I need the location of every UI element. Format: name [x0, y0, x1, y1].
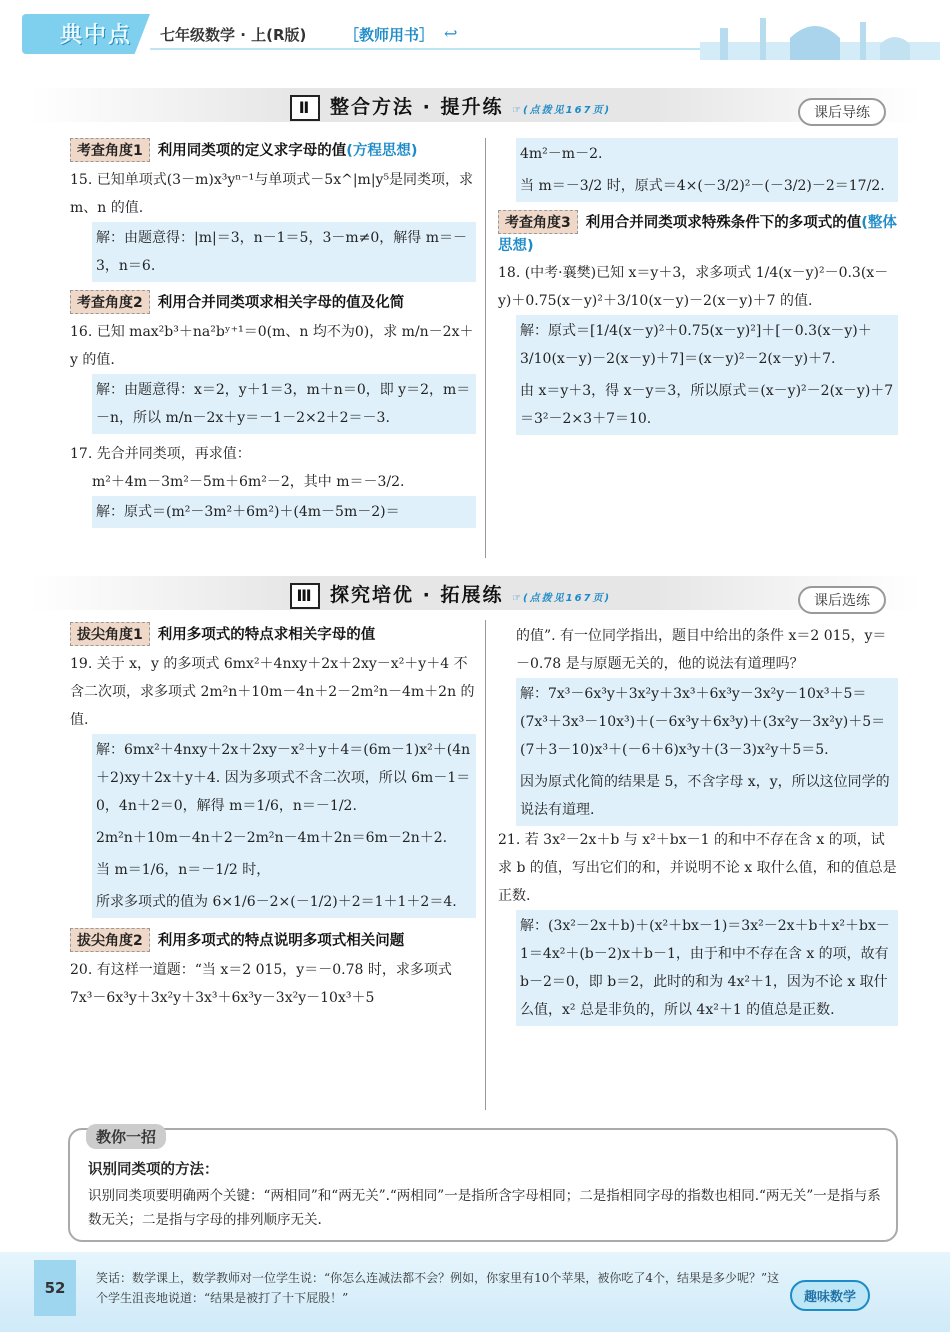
section-2-title: [290, 92, 611, 121]
angle-tag-3: 考查角度3: [498, 210, 578, 234]
answer-19-part-1: 解：6mx²＋4nxy＋2x＋2xy－x²＋y＋4＝(6m－1)x²＋(4n＋2)xy＋2x＋y＋4. 因为多项式不含二次项，所以 6m－1＝0，4n＋2＝0，解得 m＝1/6，n＝－1/2.: [92, 734, 476, 822]
column-divider-2: [485, 620, 486, 1110]
angle-topic-1: 利用同类项的定义求字母的值(方程思想): [157, 143, 418, 159]
question-20-cont: 的值”. 有一位同学指出，题目中给出的条件 x＝2 015，y＝－0.78 是与原题无关的，他的说法有道理吗？: [516, 628, 887, 672]
top-angle-tag-1: 拔尖角度1: [70, 622, 150, 646]
undo-arrow-icon: ↩: [444, 24, 458, 43]
section-3-number: Ⅲ: [290, 583, 320, 609]
section-2-number: Ⅱ: [290, 95, 320, 121]
question-16: 16. 已知 max²b³＋na²bʸ⁺¹＝0(m、n 均不为0)，求 m/n－2x＋y 的值.: [70, 324, 474, 368]
answer-20: 解：7x³－6x³y＋3x²y＋3x³＋6x³y－3x²y－10x³＋5＝(7x³＋3x³－10x³)＋(－6x³y＋6x³y)＋(3x²y－3x²y)＋5＝(7＋3－10)x³＋(－6＋6)x³y＋(3－3)x²y＋5＝5.: [516, 678, 898, 766]
angle-tag-1: 考查角度1: [70, 138, 150, 162]
right-column-s2: [498, 138, 898, 435]
right-column-s3: [498, 622, 898, 1026]
top-angle-tag-2: 拔尖角度2: [70, 928, 150, 952]
question-21: 21. 若 3x²－2x＋b 与 x²＋bx－1 的和中不存在含 x 的项，试求 b 的值，写出它们的和，并说明不论 x 取什么值，和的值总是正数.: [498, 832, 897, 904]
top-angle-topic-2: 利用多项式的特点说明多项式相关问题: [157, 933, 405, 949]
question-17: 17. 先合并同类项，再求值：: [70, 446, 251, 462]
book-tag: ［教师用书］: [344, 26, 435, 44]
answer-19-part-2: 2m²n＋10m－4n＋2－2m²n－4m＋2n＝6m－2n＋2.: [92, 822, 476, 854]
angle-topic-3: 利用合并同类项求特殊条件下的多项式的值(整体思想): [498, 215, 897, 254]
answer-17-start: 解：原式＝(m²－3m²＋6m²)＋(4m－5m－2)＝: [92, 496, 476, 528]
top-angle-topic-1: 利用多项式的特点求相关字母的值: [157, 627, 376, 643]
tip-text: 识别同类项要明确两个关键：“两相同”和“两无关”.“两相同”一是指所含字母相同；二是指相同字母的指数也相同.“两无关”一是指与系数无关；二是指与字母的排列顺序无关.: [88, 1188, 881, 1228]
section-2-ref: ☞(点拨见167页): [512, 105, 612, 116]
book-title: 七年级数学 · 上(R版): [160, 26, 307, 44]
answer-21: 解：(3x²－2x＋b)＋(x²＋bx－1)＝3x²－2x＋b＋x²＋bx－1＝4x²＋(b－2)x＋b－1，由于和中不存在含 x 的项，故有 b－2＝0，即 b＝2，此时的和为 4x²＋1，因为不论 x 取什么值，x² 总是非负的，所以 4x²＋1 的值总是正数.: [516, 910, 898, 1026]
answer-18-part-1: 解：原式＝[1/4(x－y)²＋0.75(x－y)²]＋[－0.3(x－y)＋3/10(x－y)－2(x－y)＋7]＝(x－y)²－2(x－y)＋7.: [516, 315, 898, 375]
fun-math-badge: 趣味数学: [790, 1280, 870, 1311]
page-header: [0, 0, 950, 60]
question-20: 20. 有这样一道题：“当 x＝2 015，y＝－0.78 时，求多项式 7x³－6x³y＋3x²y＋3x³＋6x³y－3x²y－10x³＋5: [70, 962, 452, 1006]
answer-15: 解：由题意得：|m|＝3，n－1＝5，3－m≠0，解得 m＝－3，n＝6.: [92, 222, 476, 282]
left-column-s2: [70, 138, 476, 528]
answer-18-part-2: 由 x＝y＋3，得 x－y＝3，所以原式＝(x－y)²－2(x－y)＋7＝3²－2×3＋7＝10.: [516, 375, 898, 435]
section-2-title-text: 整合方法 · 提升练: [330, 96, 504, 118]
logo: 典中点: [60, 23, 133, 48]
question-18: 18. (中考·襄樊)已知 x＝y＋3，求多项式 1/4(x－y)²－0.3(x－y)＋0.75(x－y)²＋3/10(x－y)－2(x－y)＋7 的值.: [498, 265, 889, 309]
angle-tag-2: 考查角度2: [70, 290, 150, 314]
answer-19-part-4: 所求多项式的值为 6×1/6－2×(－1/2)＋2＝1＋1＋2＝4.: [92, 886, 476, 918]
question-15: 15. 已知单项式(3－m)x³yⁿ⁻¹与单项式－5x^|m|y⁵是同类项，求 m、n 的值.: [70, 172, 474, 216]
answer-19-part-3: 当 m＝1/6，n＝－1/2 时，: [92, 854, 476, 886]
section-3-title-text: 探究培优 · 拓展练: [330, 584, 504, 606]
left-column-s3: [70, 622, 476, 1012]
answer-16: 解：由题意得：x＝2，y＋1＝3，m＋n＝0，即 y＝2，m＝－n，所以 m/n－2x＋y＝－1－2×2＋2＝－3.: [92, 374, 476, 434]
column-divider: [485, 138, 486, 558]
question-17-expression: m²＋4m－3m²－5m＋6m²－2，其中 m＝－3/2.: [92, 474, 405, 490]
tab-after-class-guide[interactable]: 课后导练: [798, 98, 886, 126]
tip-badge: 教你一招: [86, 1124, 166, 1149]
tab-after-class-select[interactable]: 课后选练: [798, 586, 886, 614]
answer-17-cont-2: 当 m＝－3/2 时，原式＝4×(－3/2)²－(－3/2)－2＝17/2.: [516, 170, 898, 202]
skyline-icon: [700, 8, 940, 60]
answer-17-cont-1: 4m²－m－2.: [516, 138, 898, 170]
page-number: 52: [34, 1260, 76, 1316]
section-3-title: [290, 580, 611, 609]
footer-joke: 笑话：数学课上，数学教师对一位学生说：“你怎么连减法都不会？例如，你家里有10个苹果，被你吃了4个，结果是多少呢？”这个学生沮丧地说道：“结果是被打了十下屁股！”: [96, 1271, 780, 1305]
angle-topic-2: 利用合并同类项求相关字母的值及化简: [157, 295, 405, 311]
question-19: 19. 关于 x，y 的多项式 6mx²＋4nxy＋2x＋2xy－x²＋y＋4 不含二次项，求多项式 2m²n＋10m－4n＋2－2m²n－4m＋2n 的值.: [70, 656, 475, 728]
header-divider: [150, 48, 710, 50]
section-3-ref: ☞(点拨见167页): [512, 593, 612, 604]
answer-20-conclusion: 因为原式化简的结果是 5，不含字母 x，y，所以这位同学的说法有道理.: [516, 766, 898, 826]
tip-title: 识别同类项的方法：: [88, 1162, 219, 1178]
